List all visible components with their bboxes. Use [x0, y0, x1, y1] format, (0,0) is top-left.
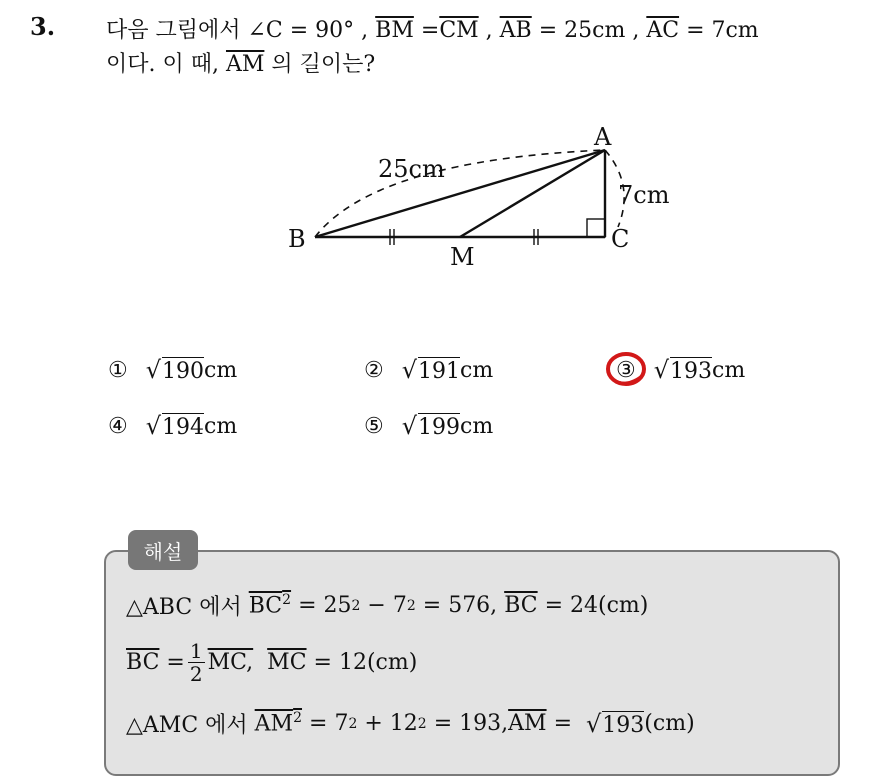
text: = 576, — [422, 593, 498, 618]
sqrt-expression: √ 193 — [653, 356, 713, 384]
choice-4[interactable] — [108, 412, 237, 440]
choice-number: ③ — [616, 358, 636, 383]
unit: cm — [460, 413, 494, 439]
segment-bc: $\overline{BC}$ — [504, 593, 538, 618]
unit: cm — [204, 357, 238, 383]
radicand: 193 — [670, 359, 713, 384]
length-label-ab: 25cm — [378, 155, 445, 183]
choice-5[interactable] — [364, 412, 493, 440]
median-am — [460, 150, 605, 237]
text: (cm) — [644, 711, 695, 736]
solution-line-3: △AMC 에서 $AM^2$ = 7 2 + 12 2 = 193, $\overline{AM}$ = √ 193 (cm) — [126, 709, 695, 738]
side-ab — [315, 150, 605, 237]
length-label-ac: 7cm — [618, 181, 670, 209]
segment-bc-squared: $BC^2$ — [248, 592, 292, 619]
unit: cm — [460, 357, 494, 383]
stem-question: 의 길이는? — [271, 52, 376, 77]
choice-number: ④ — [108, 413, 128, 439]
choice-3[interactable] — [616, 356, 745, 384]
vertex-label-b: B — [288, 225, 306, 253]
segment-mc: $\overline{MC}$ — [267, 650, 307, 675]
radicand: 199 — [418, 415, 461, 440]
solution-box — [104, 550, 840, 776]
stem-text: 다음 그림에서 ∠C = 90° , — [106, 18, 369, 43]
ab-value: = 25cm , — [538, 18, 640, 43]
question-stem — [106, 14, 876, 82]
solution-line-1: △ABC 에서 $BC^2$ = 25 2 − 7 2 = 576, $\overline{BC}$ = 24(cm) — [126, 590, 648, 621]
text: + 12 — [364, 711, 418, 736]
choice-number: ② — [364, 357, 384, 383]
solution-line-2 — [126, 640, 417, 685]
text: = 193, — [433, 711, 509, 736]
segment-bc: $\overline{BC}$ — [126, 650, 160, 675]
vertex-label-a: A — [594, 123, 612, 151]
segment-bm: $\overline{BM}$ — [375, 18, 414, 43]
ac-value: = 7cm — [686, 18, 759, 43]
sqrt-expression: √ 193 — [586, 709, 645, 738]
unit: cm — [712, 357, 746, 383]
fraction-one-half: $\frac{1}{2}$ — [189, 639, 203, 686]
radicand: 194 — [162, 415, 205, 440]
segment-am: $\overline{AM}$ — [508, 711, 547, 736]
segment-am: $\overline{AM}$ — [225, 52, 265, 77]
choice-1[interactable] — [108, 356, 237, 384]
point-label-m: M — [450, 243, 475, 271]
segment-cm: $\overline{CM}$ — [439, 18, 479, 43]
radicand: 191 — [418, 359, 461, 384]
choice-number: ⑤ — [364, 413, 384, 439]
radicand: 190 — [162, 359, 205, 384]
question-number: 3. — [30, 12, 56, 41]
sqrt-expression: √ 194 — [145, 412, 205, 440]
segment-am-squared: $AM^2$ — [254, 710, 303, 737]
stem-line-1 — [106, 14, 876, 48]
text: △AMC 에서 — [126, 713, 248, 738]
text: = 25 — [298, 593, 352, 618]
text: = 24(cm) — [544, 593, 649, 618]
choice-2[interactable] — [364, 356, 493, 384]
text: − 7 — [367, 593, 407, 618]
stem-text-2: 이다. 이 때, — [106, 52, 219, 77]
sqrt-expression: √ 190 — [145, 356, 205, 384]
triangle-diagram — [280, 115, 700, 280]
text: △ABC 에서 — [126, 595, 242, 620]
solution-label: 해설 — [128, 530, 198, 570]
comma: , — [485, 18, 493, 43]
segment-ac: $\overline{AC}$ — [646, 18, 680, 43]
sqrt-expression: √ 199 — [401, 412, 461, 440]
segment-ab: $\overline{AB}$ — [499, 18, 532, 43]
text: = 12(cm) — [313, 650, 418, 675]
segment-mc: MC, — [207, 650, 254, 675]
equals-sign: = — [553, 711, 572, 736]
vertex-label-c: C — [611, 225, 630, 253]
stem-line-2 — [106, 48, 876, 82]
equals-sign: = — [420, 18, 440, 43]
choice-number: ① — [108, 357, 128, 383]
right-angle-mark — [587, 219, 605, 237]
text: = 7 — [309, 711, 349, 736]
unit: cm — [204, 413, 238, 439]
sqrt-expression: √ 191 — [401, 356, 461, 384]
equals-sign: = — [166, 650, 185, 675]
